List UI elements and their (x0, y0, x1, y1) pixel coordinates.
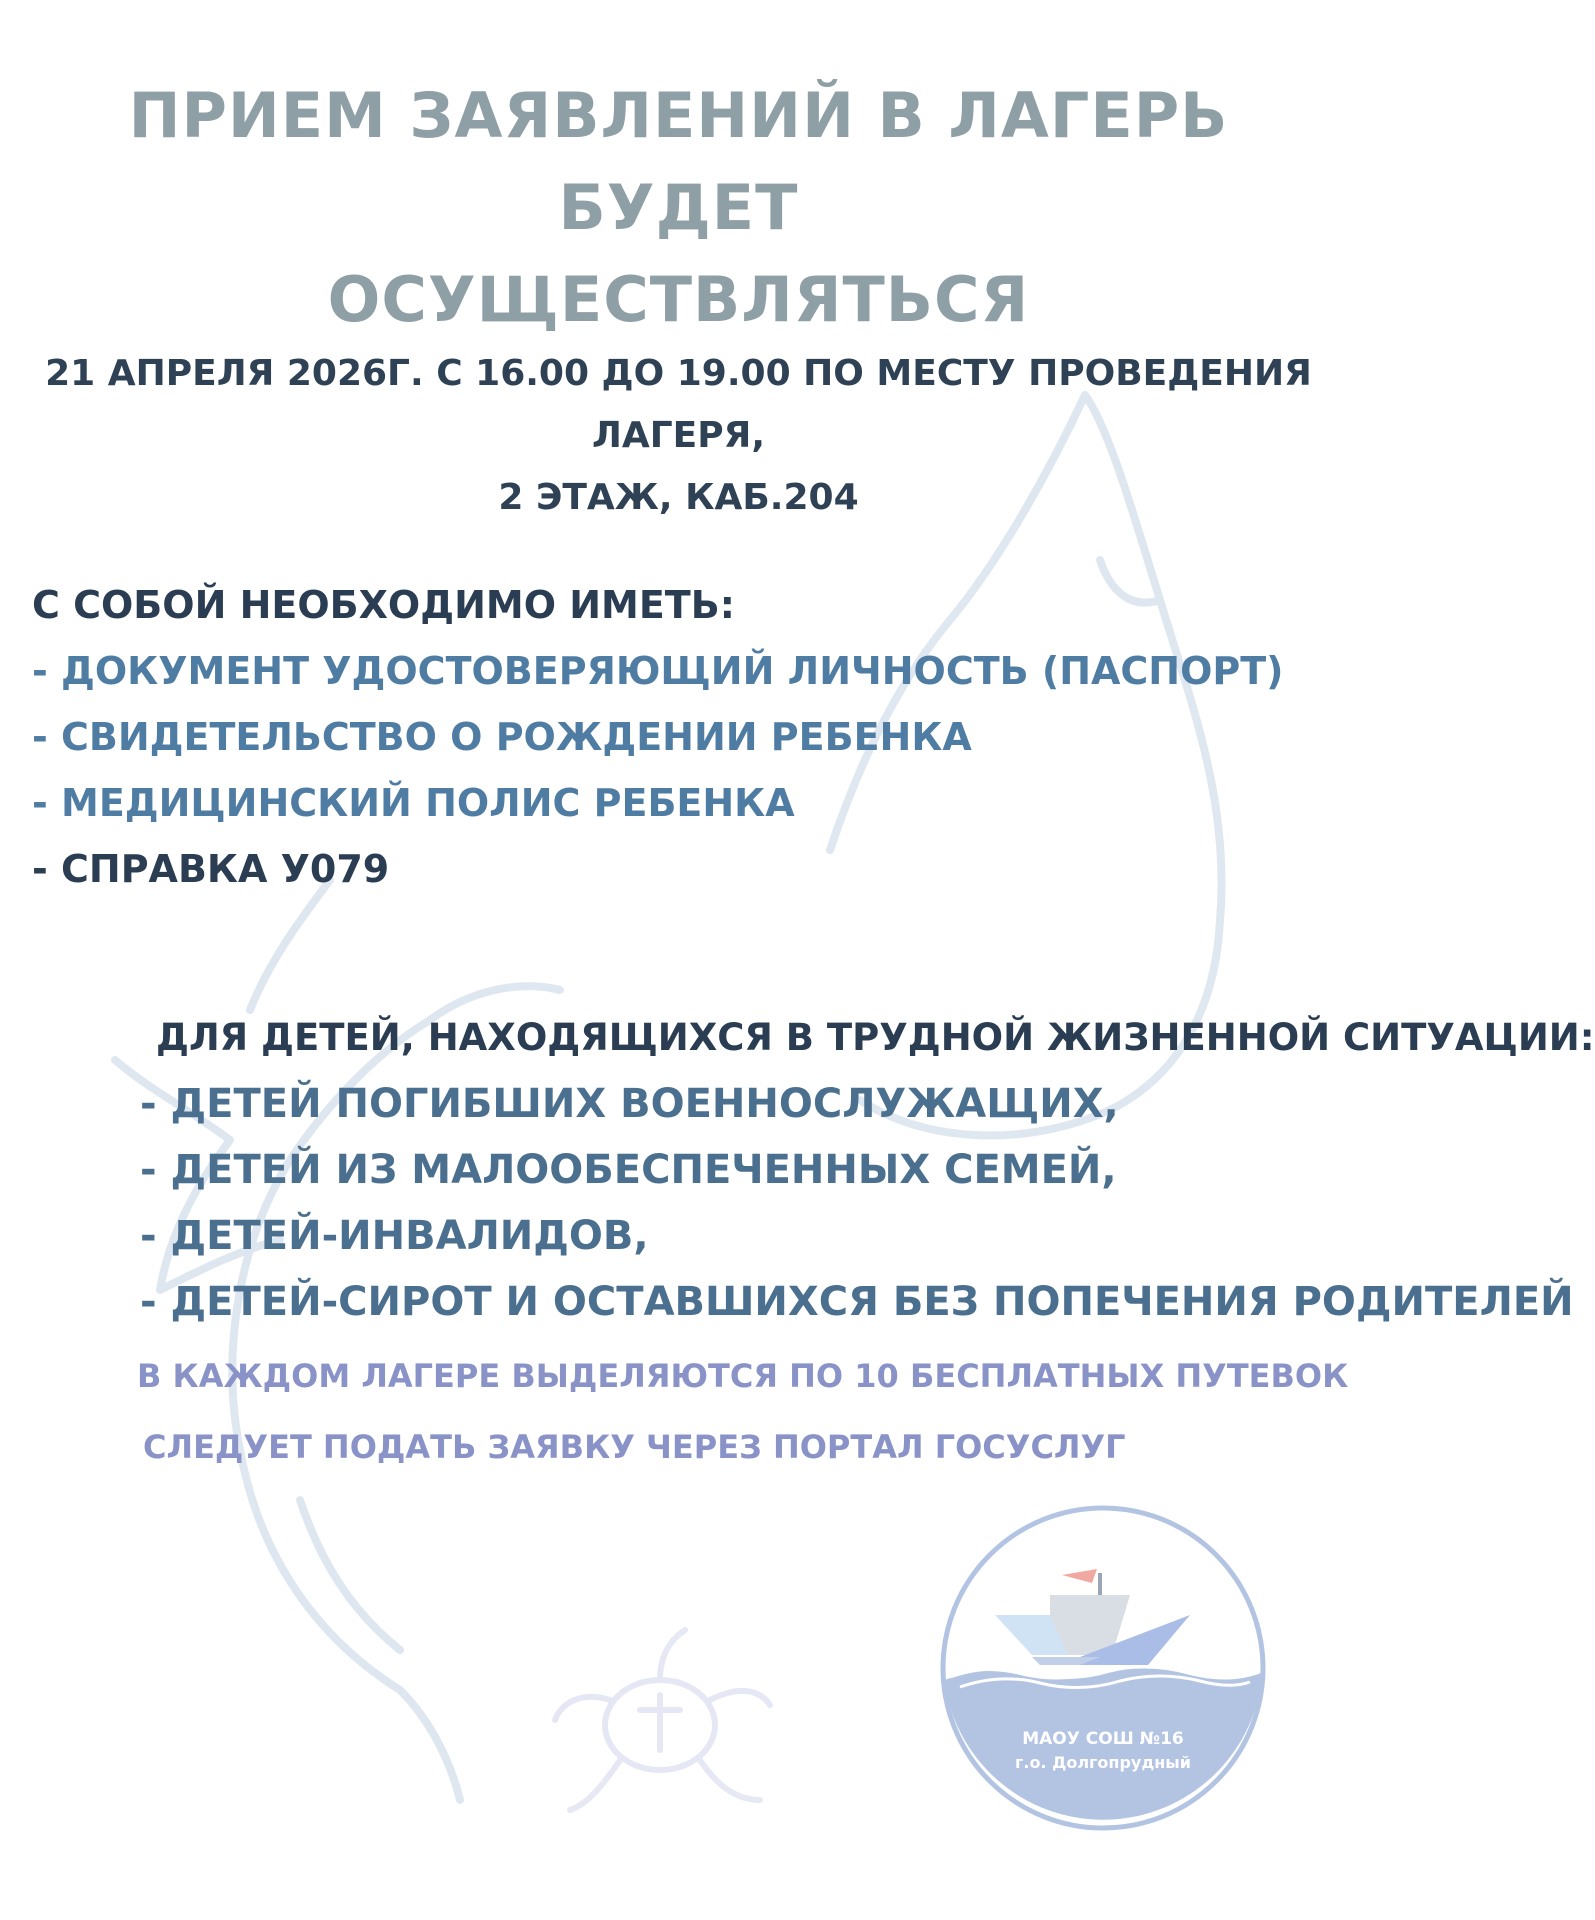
gosuslugi-note: СЛЕДУЕТ ПОДАТЬ ЗАЯВКУ ЧЕРЕЗ ПОРТАЛ ГОСУСЛУГ (143, 1428, 1126, 1466)
schedule-line-1: 21 АПРЕЛЯ 2026Г. С 16.00 ДО 19.00 ПО МЕСТУ ПРОВЕДЕНИЯ ЛАГЕРЯ, (45, 353, 1312, 456)
children-block (140, 1005, 1595, 1335)
page-title (0, 70, 1357, 346)
children-item: - ДЕТЕЙ ИЗ МАЛООБЕСПЕЧЕННЫХ СЕМЕЙ, (140, 1147, 1117, 1193)
documents-item: - ДОКУМЕНТ УДОСТОВЕРЯЮЩИЙ ЛИЧНОСТЬ (ПАСПОРТ) (32, 649, 1284, 693)
children-heading: ДЛЯ ДЕТЕЙ, НАХОДЯЩИХСЯ В ТРУДНОЙ ЖИЗНЕННОЙ СИТУАЦИИ: (156, 1016, 1595, 1059)
free-vouchers-note: В КАЖДОМ ЛАГЕРЕ ВЫДЕЛЯЮТСЯ ПО 10 БЕСПЛАТНЫХ ПУТЕВОК (137, 1357, 1349, 1395)
children-item: - ДЕТЕЙ-СИРОТ И ОСТАВШИХСЯ БЕЗ ПОПЕЧЕНИЯ РОДИТЕЛЕЙ (140, 1279, 1574, 1325)
children-item: - ДЕТЕЙ-ИНВАЛИДОВ, (140, 1213, 649, 1259)
schedule-line-2: 2 ЭТАЖ, КАБ.204 (498, 477, 859, 518)
documents-item: - СПРАВКА У079 (32, 847, 390, 891)
logo-school-name: МАОУ СОШ №16 (1022, 1729, 1184, 1749)
children-item: - ДЕТЕЙ ПОГИБШИХ ВОЕННОСЛУЖАЩИХ, (140, 1081, 1119, 1127)
documents-item: - СВИДЕТЕЛЬСТВО О РОЖДЕНИИ РЕБЕНКА (32, 715, 972, 759)
school-logo (940, 1505, 1266, 1831)
title-line-1: ПРИЕМ ЗАЯВЛЕНИЙ В ЛАГЕРЬ БУДЕТ (128, 79, 1229, 244)
logo-city: г.о. Долгопрудный (1015, 1753, 1191, 1772)
schedule-block (0, 343, 1357, 529)
documents-item: - МЕДИЦИНСКИЙ ПОЛИС РЕБЕНКА (32, 781, 795, 825)
documents-block (32, 572, 1284, 902)
documents-heading: С СОБОЙ НЕОБХОДИМО ИМЕТЬ: (32, 583, 735, 627)
title-line-2: ОСУЩЕСТВЛЯТЬСЯ (327, 263, 1030, 336)
